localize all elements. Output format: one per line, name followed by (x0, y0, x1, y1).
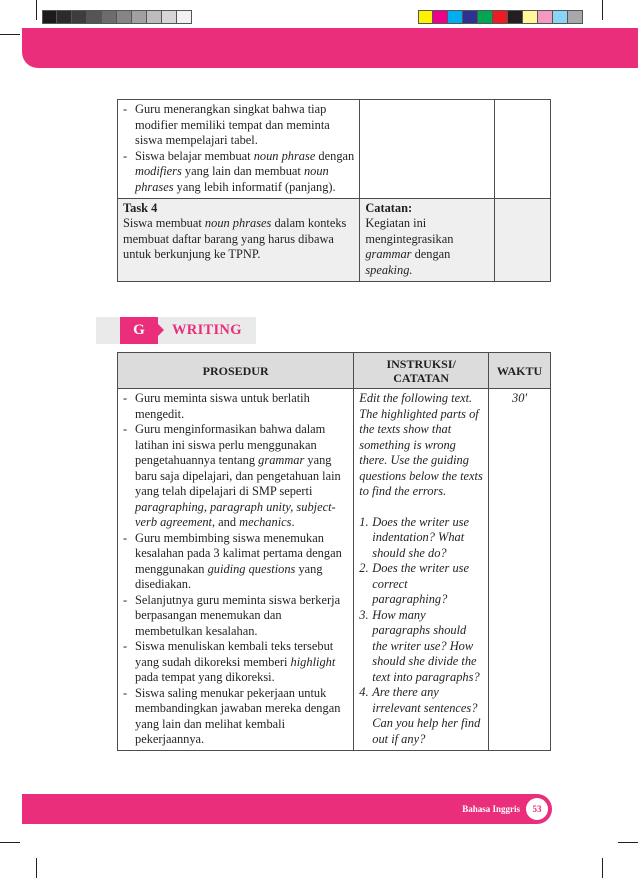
crop-mark (0, 842, 20, 843)
color-swatch (72, 10, 87, 24)
color-swatch (508, 10, 523, 24)
color-swatch (117, 10, 132, 24)
section-heading (96, 317, 256, 344)
prosedur-cell (118, 389, 354, 751)
table-row (118, 389, 551, 751)
color-swatch (42, 10, 57, 24)
book-title: Bahasa Inggris (462, 804, 520, 814)
header-instruksi: INSTRUKSI/ CATATAN (354, 353, 489, 389)
cmyk-color-bar (418, 10, 583, 24)
header-waktu: WAKTU (489, 353, 551, 389)
color-swatch (448, 10, 463, 24)
list-item: - Siswa belajar membuat noun phrase dengan modifiers yang lain dan membuat noun phrases yang lebih informatif (panjang). (123, 149, 354, 196)
procedure-list (123, 102, 354, 196)
color-swatch (162, 10, 177, 24)
crop-mark (36, 858, 37, 878)
note-cell (360, 100, 495, 199)
instruksi-intro: Edit the following text. The highlighted parts of the texts show that something is wrong there. Use the guiding questions below the texts to find the errors. (359, 391, 483, 498)
footer-bar (22, 794, 552, 824)
color-swatch (57, 10, 72, 24)
note-title: Catatan: (365, 200, 413, 215)
section-title: WRITING (172, 322, 242, 338)
list-item: - Guru menerangkan singkat bahwa tiap modifier memiliki tempat dan meminta siswa mempelajari tabel. (123, 102, 354, 149)
color-swatch (463, 10, 478, 24)
color-swatch (523, 10, 538, 24)
crop-mark (602, 0, 603, 20)
procedure-cell (118, 100, 360, 199)
time-cell (495, 198, 551, 281)
task-text: Siswa membuat noun phrases dalam konteks membuat daftar barang yang harus dibawa untuk berkunjung ke TPNP. (123, 216, 347, 262)
color-swatch (493, 10, 508, 24)
table-row (118, 100, 551, 199)
color-swatch (418, 10, 433, 24)
list-item: - Guru menginformasikan bahwa dalam latihan ini siswa perlu menggunakan pengetahuannya tentang grammar yang baru saja dipelajari, dan pengetahuan lain yang telah dipelajari di SMP seperti paragraphing, paragraph unity, subject-verb agreement, and mechanics. (123, 422, 348, 531)
note-cell (360, 198, 495, 281)
header-prosedur: PROSEDUR (118, 353, 354, 389)
list-item: - Siswa menuliskan kembali teks tersebut yang sudah dikoreksi memberi highlight pada tempat yang dikoreksi. (123, 639, 348, 686)
prosedur-list (123, 391, 348, 748)
crop-mark (0, 34, 20, 35)
color-swatch (478, 10, 493, 24)
color-swatch (177, 10, 192, 24)
badge-arrow-icon (158, 324, 164, 336)
task-title: Task 4 (123, 200, 158, 215)
list-item: - Siswa saling menukar pekerjaan untuk membandingkan jawaban mereka dengan yang lain dan melihat kembali pekerjaannya. (123, 686, 348, 748)
color-swatch (102, 10, 117, 24)
writing-table (117, 352, 551, 751)
list-item: - Guru meminta siswa untuk berlatih mengedit. (123, 391, 348, 422)
color-swatch (87, 10, 102, 24)
task-cell (118, 198, 360, 281)
question-item: 1. Does the writer use indentation? What should she do? (359, 514, 469, 560)
note-text: Kegiatan ini mengintegrasikan grammar dengan speaking. (365, 216, 454, 277)
color-swatch (568, 10, 583, 24)
table-header-row (118, 353, 551, 389)
crop-mark (36, 0, 37, 20)
question-item: 2. Does the writer use correct paragraphing? (359, 561, 469, 606)
time-cell (495, 100, 551, 199)
waktu-cell: 30' (489, 389, 551, 751)
list-item: - Selanjutnya guru meminta siswa berkerja berpasangan menemukan dan membetulkan kesalahan. (123, 593, 348, 640)
color-swatch (147, 10, 162, 24)
top-pink-band (22, 28, 638, 68)
instruksi-cell (354, 389, 489, 751)
color-swatch (538, 10, 553, 24)
color-swatch (433, 10, 448, 24)
table-row (118, 198, 551, 281)
crop-mark (618, 842, 638, 843)
list-item: - Guru membimbing siswa menemukan kesalahan pada 3 kalimat pertama dengan menggunakan guiding questions yang disediakan. (123, 531, 348, 593)
color-swatch (132, 10, 147, 24)
lesson-table-continued (117, 99, 551, 282)
page-number: 53 (526, 798, 548, 820)
question-item: 4. Are there any irrelevant sentences? Can you help her find out if any? (359, 685, 481, 746)
gray-color-bar (42, 10, 192, 24)
guiding-questions-list (359, 515, 483, 748)
question-item: 3. How many paragraphs should the writer use? How should she divide the text into paragraphs? (359, 607, 480, 684)
section-letter-badge: G (120, 317, 158, 344)
crop-mark (602, 858, 603, 878)
color-swatch (553, 10, 568, 24)
